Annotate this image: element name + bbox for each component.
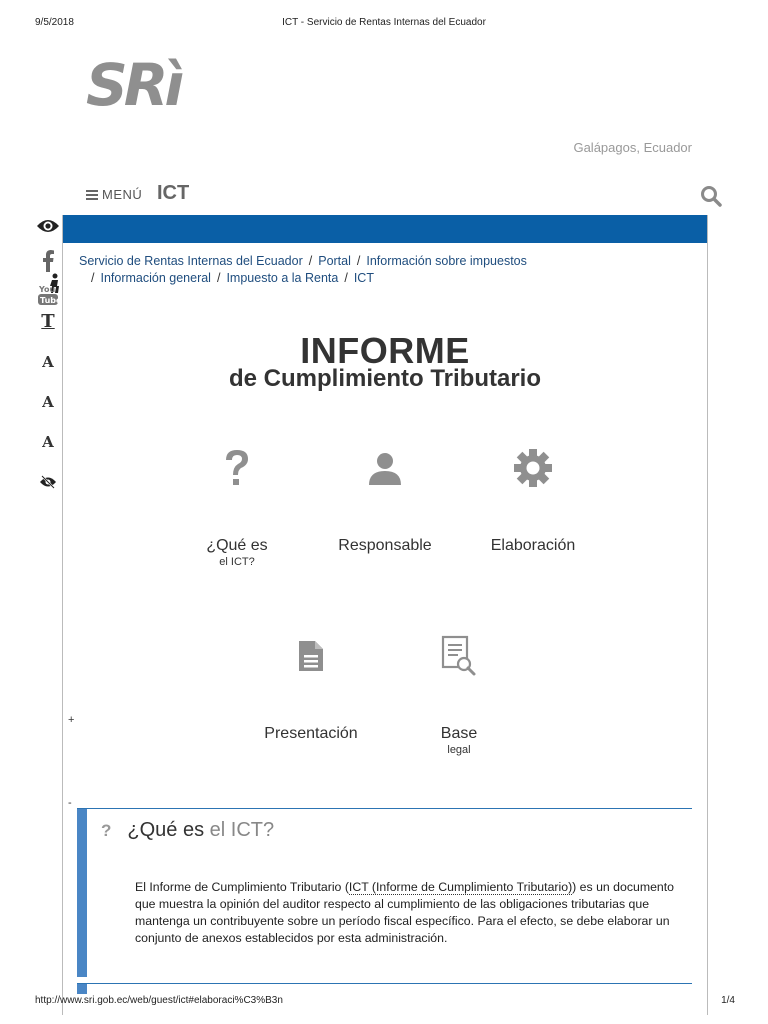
collapse-toggle[interactable]: - — [68, 797, 72, 809]
eye-slash-icon[interactable] — [30, 475, 66, 489]
question-icon — [167, 443, 307, 493]
font-type-button[interactable]: T — [41, 311, 55, 332]
eye-icon[interactable] — [30, 217, 66, 235]
tile-que-es[interactable] — [167, 443, 307, 569]
print-date: 9/5/2018 — [35, 17, 74, 28]
expand-toggle[interactable]: + — [68, 714, 75, 726]
tile-elaboracion[interactable] — [463, 443, 603, 555]
accordion-accent-bar — [77, 984, 87, 994]
print-header — [0, 17, 768, 31]
menu-button[interactable] — [86, 187, 142, 202]
user-icon — [315, 443, 455, 493]
breadcrumb: Servicio de Rentas Internas del Ecuador / Portal / Información sobre impuestos / Información general / Impuesto a la Renta / ICT — [79, 254, 527, 285]
accordion-que-es — [77, 808, 692, 976]
question-icon: ? — [101, 821, 112, 840]
font-medium-button[interactable]: A — [42, 393, 54, 411]
accordion-accent-bar — [77, 809, 87, 977]
print-title: ICT - Servicio de Rentas Internas del Ecuador — [282, 17, 486, 28]
breadcrumb-item-sri[interactable]: Servicio de Rentas Internas del Ecuador — [79, 254, 303, 268]
accordion-title[interactable] — [101, 819, 274, 842]
breadcrumb-item-impuesto-renta[interactable]: Impuesto a la Renta — [226, 271, 339, 285]
accordion-title-light: el ICT? — [209, 819, 275, 841]
breadcrumb-item-portal[interactable]: Portal — [318, 254, 351, 268]
accordion-next[interactable] — [77, 983, 692, 993]
print-footer — [0, 995, 768, 1009]
tile-base-legal-sublabel: legal — [447, 744, 471, 756]
ict-abbreviation: ICT (Informe de Cumplimiento Tributario) — [348, 880, 573, 894]
svg-text:Tube: Tube — [40, 296, 62, 305]
tile-que-es-sublabel: el ICT? — [219, 556, 255, 568]
document-icon — [241, 631, 381, 681]
accordion-title-main: ¿Qué es — [127, 819, 205, 841]
header-band — [63, 215, 707, 243]
tile-presentacion[interactable] — [241, 631, 381, 743]
search-icon[interactable] — [700, 185, 722, 207]
breadcrumb-item-info-general[interactable]: Información general — [100, 271, 211, 285]
page-title: INFORME — [300, 330, 470, 371]
tile-que-es-label: ¿Qué es — [206, 537, 268, 554]
facebook-icon[interactable] — [30, 250, 66, 272]
tile-responsable-label: Responsable — [338, 537, 432, 554]
print-url: http://www.sri.gob.ec/web/guest/ict#elaboraci%C3%B3n — [35, 995, 283, 1006]
search-document-icon — [389, 631, 529, 681]
tile-presentacion-label: Presentación — [264, 725, 358, 742]
menu-label: MENÚ — [102, 187, 143, 202]
hamburger-icon — [86, 190, 98, 200]
tile-base-legal[interactable] — [389, 631, 529, 757]
tile-base-legal-label: Base — [440, 725, 478, 742]
accordion-body: El Informe de Cumplimiento Tributario (ICT (Informe de Cumplimiento Tributario)) es un documento que muestra la opinión del auditor respecto al cumplimiento de las obligaciones tributarias que mantenga un contribuyente sobre un período fiscal específico. Para el efecto, se debe elaborar un conjunto de anexos establecidos por esta administración. — [135, 880, 675, 945]
breadcrumb-item-ict[interactable]: ICT — [353, 271, 374, 285]
youtube-icon[interactable] — [30, 283, 66, 307]
section-title: ICT — [157, 182, 190, 204]
nav-bar — [86, 182, 722, 210]
page-subtitle: de Cumplimiento Tributario — [228, 365, 541, 392]
location-label: Galápagos, Ecuador — [573, 140, 692, 155]
svg-text:You: You — [39, 285, 56, 294]
print-page-number: 1/4 — [721, 995, 735, 1006]
tile-elaboracion-label: Elaboración — [490, 537, 576, 554]
font-small-button[interactable]: A — [42, 433, 54, 451]
sri-logo[interactable]: SRì — [86, 51, 181, 119]
gear-icon — [463, 443, 603, 493]
font-large-button[interactable]: A — [42, 353, 54, 371]
tile-responsable[interactable] — [315, 443, 455, 555]
breadcrumb-item-info-impuestos[interactable]: Información sobre impuestos — [366, 254, 527, 268]
